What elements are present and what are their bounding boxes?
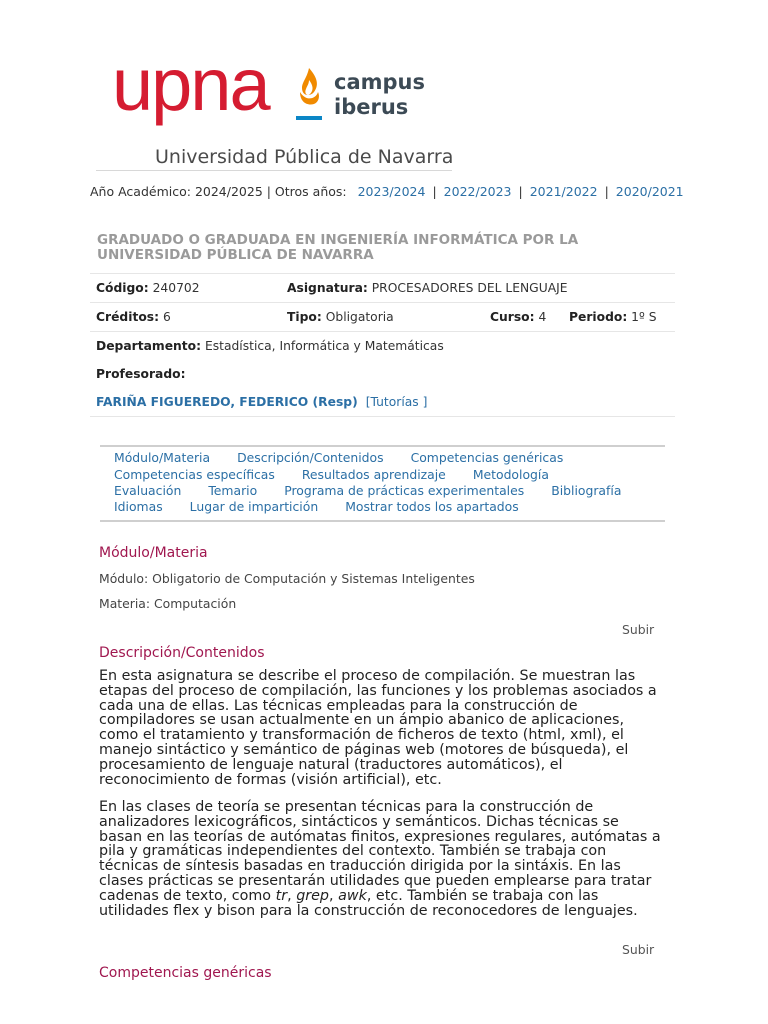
nav-link-metodologia[interactable]: Metodología: [472, 467, 549, 482]
descripcion-paragraph-1: En esta asignatura se describe el proceso de compilación. Se muestran las etapas del proceso de compilación, las funciones y los problemas asociados a cada una de ellas. Las técnicas empleadas para la construcción de compiladores se usan actualmente en un ámpio abanico de aplicaciones, como el tratamiento y transformación de ficheros de texto (html, xml), el manejo sintáctico y semántico de páginas web (motores de búsqueda), el procesamiento de lenguaje natural (traductores automáticos), el reconocimiento de formas (visión artificial), etc.: [99, 668, 657, 788]
campus-word: campus: [334, 70, 425, 94]
profesor-link[interactable]: FARIÑA FIGUEREDO, FEDERICO (Resp): [96, 395, 358, 409]
nav-link-programa-practicas[interactable]: Programa de prácticas experimentales: [284, 483, 525, 498]
nav-row-1: [114, 450, 590, 466]
info-row-creditos: [90, 302, 675, 331]
subir-link[interactable]: Subir: [622, 622, 655, 637]
codigo-label: Código:: [96, 281, 149, 295]
campus-iberus-logo: [334, 70, 425, 120]
nav-link-competencias-especificas[interactable]: Competencias específicas: [114, 467, 275, 482]
year-link-2022-2023[interactable]: 2022/2023: [443, 184, 512, 199]
creditos-value: 6: [162, 310, 171, 324]
info-row-profesor: [90, 388, 675, 417]
info-row-profesorado: [90, 360, 675, 388]
departamento-field: [96, 339, 444, 353]
nav-link-descripcion[interactable]: Descripción/Contenidos: [237, 450, 384, 465]
nav-link-temario[interactable]: Temario: [208, 483, 258, 498]
iberus-word: iberus: [334, 95, 409, 119]
descripcion-p2-end: , etc. También se trabaja con las utilidades flex y bison para la construcción de reconocedores de lenguajes.: [99, 887, 638, 919]
flame-icon: [294, 66, 324, 122]
nav-row-4: [114, 499, 546, 515]
header-divider: [96, 170, 452, 171]
modulo-text: Módulo: Obligatorio de Computación y Sistemas Inteligentes: [99, 571, 475, 586]
nav-row-3: [114, 483, 648, 499]
creditos-label: Créditos:: [96, 310, 160, 324]
degree-title: GRADUADO O GRADUADA EN INGENIERÍA INFORMÁTICA POR LA UNIVERSIDAD PÚBLICA DE NAVARRA: [97, 232, 579, 263]
asignatura-label: Asignatura:: [287, 281, 368, 295]
nav-link-bibliografia[interactable]: Bibliografía: [551, 483, 622, 498]
profesor-field: [96, 395, 427, 409]
tipo-label: Tipo:: [287, 310, 322, 324]
departamento-value: Estadística, Informática y Matemáticas: [204, 339, 444, 353]
materia-text: Materia: Computación: [99, 596, 237, 611]
periodo-field: [569, 310, 657, 324]
modulo-section-title: Módulo/Materia: [99, 545, 208, 561]
nav-link-modulo[interactable]: Módulo/Materia: [114, 450, 211, 465]
codigo-value: 240702: [152, 281, 200, 295]
descripcion-section-title: Descripción/Contenidos: [99, 645, 265, 661]
subir-link[interactable]: Subir: [622, 942, 655, 957]
subject-info-table: [90, 273, 675, 417]
profesorado-field: [96, 367, 186, 381]
section-navigation: [100, 445, 665, 522]
tipo-field: [287, 310, 394, 324]
tool-tr: tr: [275, 887, 288, 904]
tipo-value: Obligatoria: [325, 310, 394, 324]
nav-link-idiomas[interactable]: Idiomas: [114, 499, 163, 514]
comma: ,: [287, 887, 297, 904]
university-title: Universidad Pública de Navarra: [155, 146, 454, 168]
academic-year-bar: [90, 184, 684, 199]
asignatura-value: PROCESADORES DEL LENGUAJE: [371, 281, 568, 295]
year-link-2021-2022[interactable]: 2021/2022: [529, 184, 598, 199]
asignatura-field: [287, 281, 568, 295]
curso-field: [490, 310, 546, 324]
year-link-2020-2021[interactable]: 2020/2021: [615, 184, 684, 199]
codigo-field: [96, 281, 200, 295]
info-row-departamento: [90, 331, 675, 360]
curso-value: 4: [538, 310, 547, 324]
periodo-value: 1º S: [631, 310, 657, 324]
descripcion-paragraph-2: [99, 800, 664, 918]
periodo-label: Periodo:: [569, 310, 628, 324]
tool-awk: awk: [338, 887, 367, 904]
descripcion-p2-start: En las clases de teoría se presentan técnicas para la construcción de analizadores lexicográficos, sintácticos y semánticos. Dichas técnicas se basan en las teorías de autómatas finitos, expresiones regulares, autómatas a pila y gramáticas independientes del contexto. También se trabaja con técnicas de síntesis basadas en traducción dirigida por la sintáxis. En las clases prácticas se presentarán utilidades que pueden emplearse para tratar cadenas de texto, como: [99, 799, 661, 904]
nav-link-resultados[interactable]: Resultados aprendizaje: [301, 467, 446, 482]
year-link-2023-2024[interactable]: 2023/2024: [357, 184, 426, 199]
curso-label: Curso:: [490, 310, 535, 324]
creditos-field: [96, 310, 171, 324]
nav-row-2: [114, 467, 576, 483]
upna-logo[interactable]: [112, 40, 442, 130]
tool-grep: grep: [296, 887, 330, 904]
profesorado-label: Profesorado:: [96, 367, 186, 381]
upna-wordmark: upna: [112, 43, 269, 126]
comma: ,: [329, 887, 339, 904]
year-separator: |: [518, 184, 523, 199]
nav-link-evaluacion[interactable]: Evaluación: [114, 483, 182, 498]
nav-link-mostrar-todos[interactable]: Mostrar todos los apartados: [345, 499, 519, 514]
year-separator: |: [432, 184, 437, 199]
year-separator: |: [604, 184, 609, 199]
competencias-section-title: Competencias genéricas: [99, 965, 272, 981]
nav-link-competencias-genericas[interactable]: Competencias genéricas: [410, 450, 564, 465]
info-row-codigo: [90, 273, 675, 302]
academic-year-text: Año Académico: 2024/2025 | Otros años:: [90, 184, 347, 199]
tutorias-link[interactable]: [Tutorías ]: [365, 395, 428, 409]
departamento-label: Departamento:: [96, 339, 202, 353]
nav-link-lugar[interactable]: Lugar de impartición: [189, 499, 319, 514]
